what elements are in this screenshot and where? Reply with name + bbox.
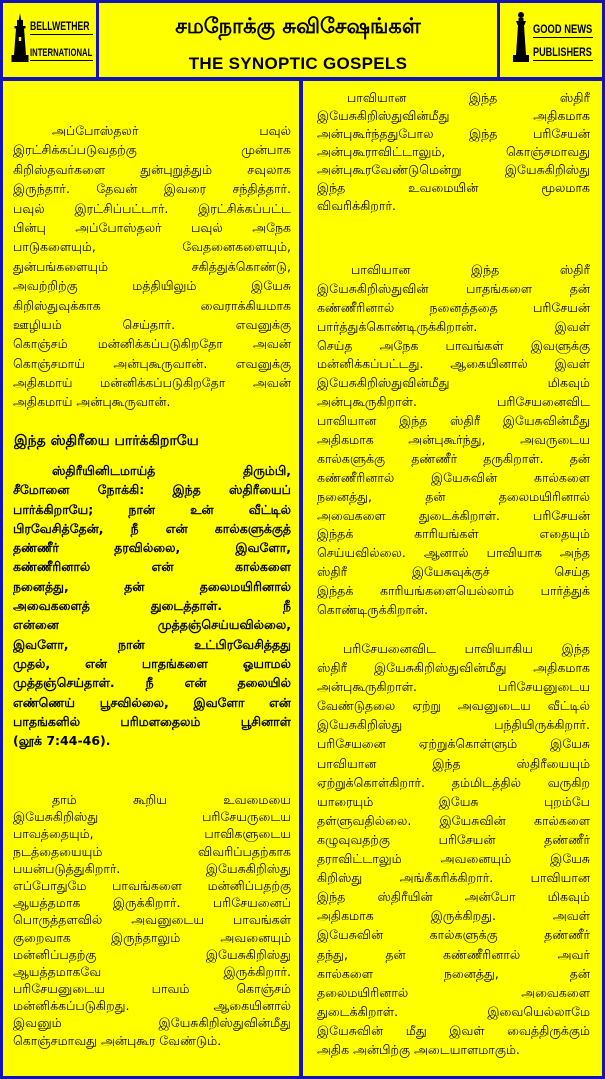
text-line: பாடுகளையும், வேதனைகளையும், — [13, 239, 291, 255]
text-line: கழுவுவதற்கு பரிசேயன் தண்ணீர் — [317, 831, 590, 847]
page-title-english: THE SYNOPTIC GOSPELS — [188, 54, 408, 73]
text-line: பார்த்துக்கொண்டிருக்கிறான். இவள் — [317, 318, 590, 334]
text-line: கிறிஸ்து அங்கீகரிக்கிறார். பாவியான — [317, 870, 590, 886]
text-line: கொஞ்சமாவது அன்புகூர வேண்டும். — [13, 1032, 222, 1048]
text-line: எண்ணெய் பூசவில்லை, இவளோ என் — [13, 694, 291, 710]
text-line: பின்பு அப்போஸ்தலர் பவுல் அநேக — [13, 219, 291, 235]
right-paragraph-1 — [317, 89, 590, 215]
logo-underline — [30, 34, 93, 35]
text-line: இந்தக் காரியங்கள் எதையும் — [317, 526, 590, 542]
tower-icon — [10, 13, 30, 63]
logo-underline — [533, 37, 593, 38]
text-line: தந்து, தன் கண்ணீரினால் அவர் — [317, 946, 590, 962]
text-line: செய்யவில்லை. ஆனால் பாவியாக அந்த — [317, 545, 590, 561]
text-line: இயேசுகிறிஸ்து பந்தியிருக்கிறார். — [317, 717, 590, 733]
text-line: பாவியான இந்த ஸ்திரீ இயேசுவின்மீது — [317, 413, 590, 429]
text-line: கால்களுக்கு தண்ணீர் தருகிறாள். தன் — [317, 450, 590, 466]
text-line: நனைத்து, தன் தலைமயிரினால் — [13, 578, 291, 594]
text-line: மன்னிக்கப்பட்டது. ஆகையினால் இவள் — [317, 356, 590, 372]
text-line: அவைகளைத் துடைத்தாள். நீ — [13, 598, 291, 614]
text-line: ஸ்திரீ இயேசுகிறிஸ்துவின்மீது அதிகமாக — [317, 660, 590, 676]
text-line: கொஞ்சம் மன்னிக்கப்படுகிறதோ அவன் — [13, 336, 291, 352]
text-line: தள்ளுவதில்லை. இயேசுவின் கால்களை — [317, 812, 590, 828]
text-line: பாவியான இந்த ஸ்திரீயையும் — [317, 755, 590, 771]
text-line: அவைகளை துடைக்கிறாள். பரிசேயன் — [317, 507, 590, 523]
publisher-logo-left — [3, 3, 96, 77]
text-line: இவனும் இயேசுகிறிஸ்துவின்மீது — [13, 1015, 291, 1031]
tower-icon — [511, 11, 531, 63]
text-line: கண்ணீரினால் இயேசுவின் கால்களை — [317, 469, 590, 485]
logo-name-line2: PUBLISHERS — [533, 45, 592, 59]
text-line: பயன்படுத்துகிறார். இயேசுகிறிஸ்து — [13, 860, 291, 876]
text-line: இருந்தார். தேவன் இவரை சந்தித்தார். — [13, 181, 291, 197]
text-line: அதிகமாய் மன்னிக்கப்படுகிறதோ அவன் — [13, 375, 291, 391]
text-line: அன்புகூர்ந்ததுபோல இந்த பரிசேயன் — [317, 126, 590, 141]
logo-name-line1: GOOD NEWS — [533, 22, 593, 36]
logo-underline — [533, 60, 593, 61]
text-line: பாவியான இந்த ஸ்திரீ — [351, 262, 590, 277]
left-paragraph-2 — [13, 791, 291, 1049]
text-line: துன்பங்களையும் சகித்துக்கொண்டு, — [13, 258, 291, 274]
text-line: முத்தஞ்செய்தாள். நீ என் தலையில் — [13, 675, 291, 691]
text-line: துடைக்கிறாள். இவையெல்லாமே — [317, 1003, 590, 1019]
text-line: நனைத்து, தன் தலைமயிரினால் — [317, 488, 590, 504]
text-line: விவரிக்கிறார். — [317, 198, 396, 213]
text-line: பரிசேயனுடைய பாவம் கொஞ்சம் — [13, 981, 291, 997]
text-line: தாம் கூறிய உவமையை — [52, 792, 291, 807]
text-line: இவளோ, நான் உட்பிரவேசித்தது — [13, 636, 291, 652]
text-line: என்னை முத்தஞ்செய்யவில்லை, — [13, 617, 291, 633]
text-line: தண்ணீர் தரவில்லை, இவளோ, — [13, 540, 291, 556]
text-line: ஆயத்தமாக இருக்கிறார். பரிசேயனைப் — [13, 895, 291, 911]
left-paragraph-1 — [13, 121, 291, 412]
text-line: வேண்டுதலை ஏற்று அவனுடைய வீட்டில் — [317, 698, 590, 714]
text-line: இயேசுகிறிஸ்துவின் பாதங்களை தன் — [317, 280, 590, 296]
text-line: அன்புகூருகிறாள். பரிசேயனுடைய — [317, 679, 590, 695]
column-divider — [299, 80, 303, 1079]
text-line: பவுல் இரட்சிப்பட்டார். இரட்சிக்கப்பட்ட — [13, 200, 291, 216]
text-line: இயேசுகிறிஸ்துவின்மீது அதிகமாக — [317, 108, 590, 123]
page-header — [99, 3, 497, 77]
text-line: பரிசேயனை ஏற்றுக்கொள்ளும் இயேசு — [317, 736, 590, 752]
text-line: கண்ணீரினால் என் கால்களை — [13, 559, 291, 575]
text-line: மன்னிப்பதற்கு இயேசுகிறிஸ்து — [13, 946, 291, 962]
text-line: பார்க்கிறாயே; நான் உன் வீட்டில் — [13, 501, 291, 517]
text-line: நடத்தையையும் விவரிப்பதற்காக — [13, 843, 291, 859]
text-line: குறைவாக இருந்தாலும் அவனையும் — [13, 929, 291, 945]
text-line: ஸ்திரீயினிடமாய்த் திரும்பி, — [52, 463, 291, 478]
right-paragraph-3 — [317, 639, 590, 1059]
text-line: பொருத்தளவில் அவனுடைய பாவங்கள் — [13, 912, 291, 928]
text-line: இயேசுவின் கால்களுக்கு தண்ணீர் — [317, 927, 590, 943]
scripture-quote — [13, 461, 291, 750]
page-title-tamil: சமநோக்கு சுவிசேஷங்கள் — [175, 14, 421, 38]
text-line: முதல், என் பாதங்களை ஓயாமல் — [13, 655, 291, 671]
logo-underline — [30, 60, 93, 61]
logo-name-line1: BELLWETHER — [30, 19, 90, 33]
text-line: கொஞ்சமாய் அன்புகூருவான். எவனுக்கு — [13, 355, 291, 371]
text-line: செய்த அநேக பாவங்கள் இவளுக்கு — [317, 337, 590, 353]
text-line: அன்புகூரவேண்டுமென்று இயேசுகிறிஸ்து — [317, 162, 590, 177]
text-line: ஏற்றுக்கொள்கிறார். தம்மிடத்தில் வருகிற — [317, 774, 590, 790]
text-line: ஆயத்தமாகவே இருக்கிறார். — [13, 963, 291, 979]
text-line: இந்தக் காரியங்களையெல்லாம் பார்த்துக் — [317, 583, 590, 599]
text-line: அதிகமாக இருக்கிறது. அவள் — [317, 908, 590, 924]
text-line: கொண்டிருக்கிறான். — [317, 602, 429, 618]
text-line: பாதங்களில் பரிமளதைலம் பூசினாள் — [13, 713, 291, 729]
text-line: ஊழியம் செய்தார். எவனுக்கு — [13, 316, 291, 332]
text-line: இரட்சிக்கப்படுவதற்கு முன்பாக — [13, 142, 291, 158]
text-line: இந்த உவமையின் மூலமாக — [317, 180, 590, 195]
text-line: கிறிஸ்தவர்களை துன்புறுத்தும் சவுலாக — [13, 161, 291, 177]
text-line: கண்ணீரினால் நனைத்ததை பரிசேயன் — [317, 299, 590, 315]
text-line: அன்புகூருகிறாள். பரிசேயனைவிட — [317, 394, 590, 410]
text-line: இயேசுகிறிஸ்து பரிசேயருடைய — [13, 809, 291, 825]
text-line: சீமோனை நோக்கி: இந்த ஸ்திரீயைப் — [13, 482, 291, 498]
text-line: மன்னிக்கப்படுகிறது. ஆகையினால் — [13, 998, 291, 1014]
text-line: அதிக அன்பிற்கு அடையாளமாகும். — [317, 1041, 520, 1057]
right-paragraph-2 — [317, 261, 590, 620]
scripture-reference: (லூக் 7:44-46). — [13, 733, 111, 749]
text-line: ஸ்திரீ இயேசுவுக்குச் செய்த — [317, 564, 590, 580]
publisher-logo-right — [500, 3, 602, 77]
section-heading: இந்த ஸ்திரீயை பார்க்கிறாயே — [14, 433, 199, 449]
text-line: இயேசுவின் மீது இவள் வைத்திருக்கும் — [317, 1022, 590, 1038]
text-line: பாவத்தையும், பாவிகளுடைய — [13, 826, 291, 842]
text-line: எப்போதுமே பாவங்களை மன்னிப்பதற்கு — [13, 877, 291, 893]
text-line: பிரவேசித்தேன், நீ என் கால்களுக்குத் — [13, 520, 291, 536]
text-line: அப்போஸ்தலர் பவுல் — [52, 123, 291, 138]
text-line: இயேசுகிறிஸ்துவின்மீது மிகவும் — [317, 375, 590, 391]
logo-name-line2: INTERNATIONAL — [30, 47, 93, 59]
text-line: பரிசேயனைவிட பாவியாகிய இந்த — [343, 641, 590, 656]
text-line: இந்த ஸ்திரீயின் அன்போ மிகவும் — [317, 889, 590, 905]
text-line: யாரையும் இயேசு புறம்பே — [317, 793, 590, 809]
text-line: அவற்றிற்கு மத்தியிலும் இயேசு — [13, 278, 291, 294]
text-line: பாவியான இந்த ஸ்திரீ — [347, 90, 590, 105]
text-line: தராவிட்டாலும் அவனையும் இயேசு — [317, 851, 590, 867]
text-line: கிறிஸ்துவுக்காக வைராக்கியமாக — [13, 297, 291, 313]
text-line: கால்களை நனைத்து, தன் — [317, 965, 590, 981]
text-line: அதிகமாய் அன்புகூருவான். — [13, 394, 171, 410]
text-line: அதிகமாக அன்புகூர்ந்து, அவருடைய — [317, 432, 590, 448]
text-line: அன்புகூராவிட்டாலும், கொஞ்சமாவது — [317, 144, 590, 159]
text-line: தலைமயிரினால் அவைகளை — [317, 984, 590, 1000]
